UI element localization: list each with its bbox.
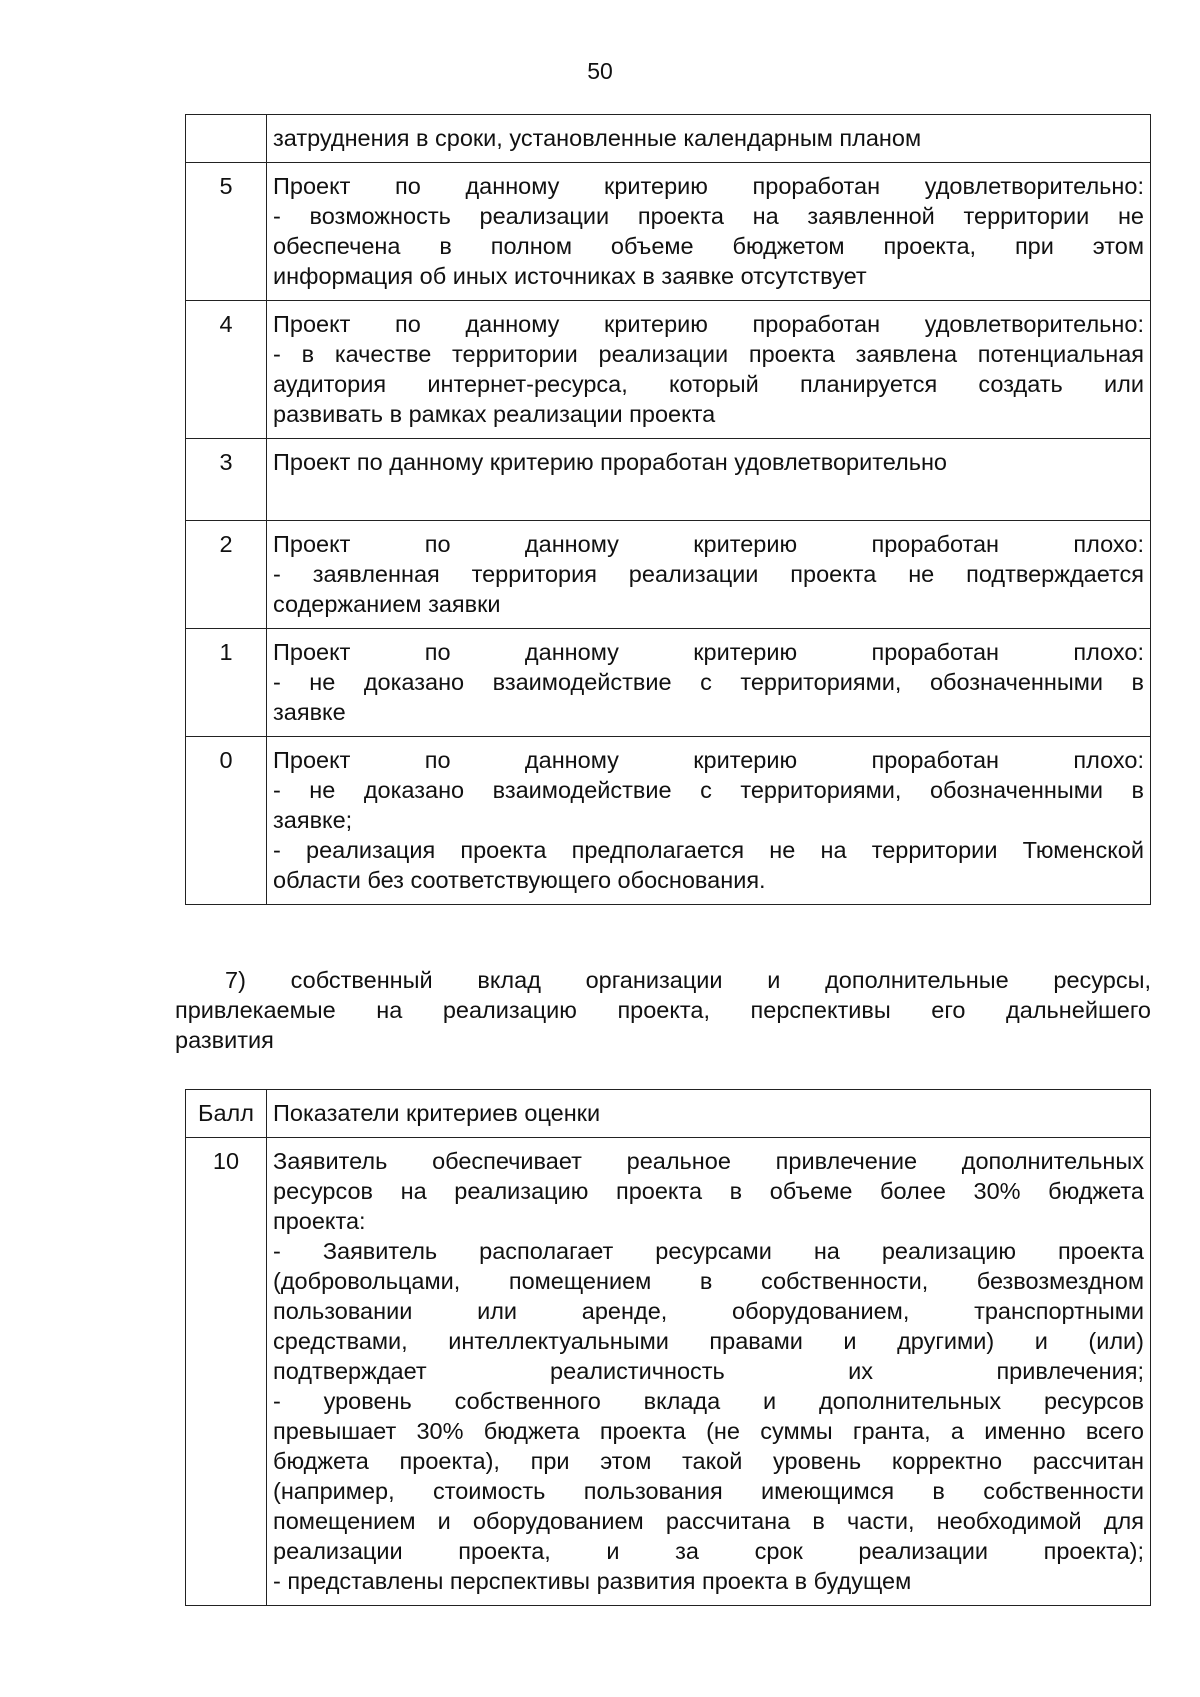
criteria-text-line: реализации проекта, и за срок реализации проекта); [273, 1538, 1144, 1564]
header-score: Балл [186, 1090, 267, 1138]
score-cell: 5 [186, 163, 267, 301]
paragraph-line: 7) собственный вклад организации и дополнительные ресурсы, [225, 967, 1151, 993]
table-row [186, 521, 1151, 629]
criteria-text-line: превышает 30% бюджета проекта (не суммы гранта, а именно всего [273, 1418, 1144, 1444]
criteria-text-line: Проект по данному критерию проработан плохо: [273, 639, 1144, 665]
criteria-text-line: - не доказано взаимодействие с территориями, обозначенными в [273, 669, 1144, 695]
criteria-text-line: бюджета проекта), при этом такой уровень корректно рассчитан [273, 1448, 1144, 1474]
criteria-text-cell [267, 737, 1151, 905]
score-cell: 10 [186, 1138, 267, 1606]
score-cell: 4 [186, 301, 267, 439]
criteria-text-line: развивать в рамках реализации проекта [273, 401, 716, 427]
criteria-text-line: - не доказано взаимодействие с территориями, обозначенными в [273, 777, 1144, 803]
criteria-text-cell [267, 1138, 1151, 1606]
criteria-text-line: заявке [273, 699, 346, 725]
score-cell: 3 [186, 439, 267, 521]
criteria-text-cell [267, 115, 1151, 163]
section-7-paragraph [175, 965, 1151, 1055]
criteria-text-line: - в качестве территории реализации проекта заявлена потенциальная [273, 341, 1144, 367]
criteria-text-line: информация об иных источниках в заявке отсутствует [273, 263, 867, 289]
criteria-text-line: помещением и оборудованием рассчитана в части, необходимой для [273, 1508, 1144, 1534]
score-cell: 2 [186, 521, 267, 629]
criteria-text-line: (например, стоимость пользования имеющимся в собственности [273, 1478, 1144, 1504]
criteria-text-line: обеспечена в полном объеме бюджетом проекта, при этом [273, 233, 1144, 259]
criteria-text-line: - заявленная территория реализации проекта не подтверждается [273, 561, 1144, 587]
criteria-table-section-7 [185, 1089, 1151, 1606]
criteria-text-line: пользовании или аренде, оборудованием, транспортными [273, 1298, 1144, 1324]
table-row [186, 737, 1151, 905]
criteria-text-cell [267, 439, 1151, 521]
criteria-text-line: Проект по данному критерию проработан удовлетворительно [273, 449, 947, 475]
table-row [186, 301, 1151, 439]
criteria-text-line: Проект по данному критерию проработан плохо: [273, 531, 1144, 557]
paragraph-line: развития [175, 1027, 274, 1053]
criteria-text-line: проекта: [273, 1208, 366, 1234]
table-row [186, 163, 1151, 301]
criteria-text-cell [267, 521, 1151, 629]
criteria-table-body [186, 1138, 1151, 1606]
paragraph-line: привлекаемые на реализацию проекта, перспективы его дальнейшего [175, 997, 1151, 1023]
criteria-text-line: - Заявитель располагает ресурсами на реализацию проекта [273, 1238, 1144, 1264]
criteria-text-line: Проект по данному критерию проработан плохо: [273, 747, 1144, 773]
criteria-text-line: Заявитель обеспечивает реальное привлечение дополнительных [273, 1148, 1144, 1174]
criteria-text-line: - реализация проекта предполагается не на территории Тюменской [273, 837, 1144, 863]
criteria-text-line: Проект по данному критерию проработан удовлетворительно: [273, 311, 1144, 337]
table-row [186, 1138, 1151, 1606]
criteria-text-line: подтверждает реалистичность их привлечения; [273, 1358, 1144, 1384]
criteria-text-line: аудитория интернет-ресурса, который планируется создать или [273, 371, 1144, 397]
criteria-text-line: Проект по данному критерию проработан удовлетворительно: [273, 173, 1144, 199]
criteria-text-line: - представлены перспективы развития проекта в будущем [273, 1568, 912, 1594]
header-indicators: Показатели критериев оценки [267, 1090, 1151, 1138]
criteria-text-line: - уровень собственного вклада и дополнительных ресурсов [273, 1388, 1144, 1414]
criteria-text-line: области без соответствующего обоснования. [273, 867, 766, 893]
criteria-text-cell [267, 301, 1151, 439]
criteria-table-continued [185, 114, 1151, 905]
score-cell: 0 [186, 737, 267, 905]
criteria-text-line: содержанием заявки [273, 591, 501, 617]
criteria-text-line: затруднения в сроки, установленные календарным планом [273, 125, 922, 151]
criteria-text-line: ресурсов на реализацию проекта в объеме более 30% бюджета [273, 1178, 1144, 1204]
criteria-text-line: (добровольцами, помещением в собственности, безвозмездном [273, 1268, 1144, 1294]
criteria-text-line: - возможность реализации проекта на заявленной территории не [273, 203, 1144, 229]
table-header-row [186, 1090, 1151, 1138]
table-row [186, 439, 1151, 521]
criteria-text-cell [267, 163, 1151, 301]
criteria-text-line: заявке; [273, 807, 353, 833]
criteria-text-cell [267, 629, 1151, 737]
criteria-text-line: средствами, интеллектуальными правами и другими) и (или) [273, 1328, 1144, 1354]
table-row [186, 115, 1151, 163]
table-row [186, 629, 1151, 737]
criteria-table-body [186, 115, 1151, 905]
score-cell: 1 [186, 629, 267, 737]
page-number: 50 [587, 58, 613, 84]
score-cell [186, 115, 267, 163]
